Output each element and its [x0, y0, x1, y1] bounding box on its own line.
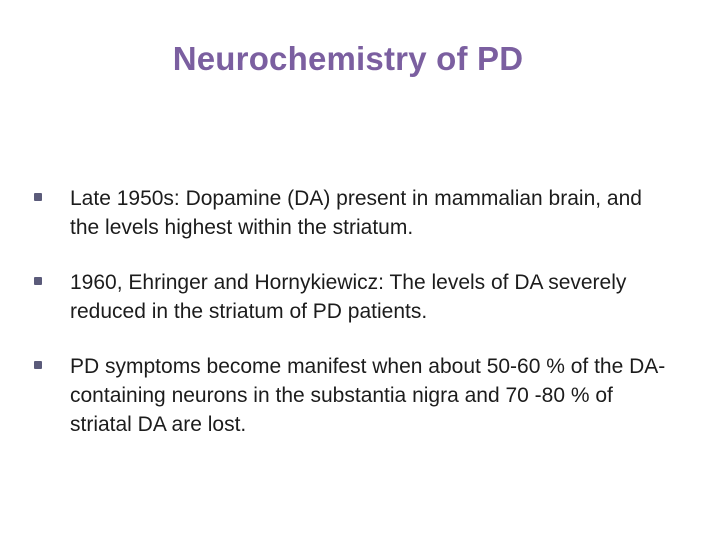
bullet-item: [34, 184, 674, 242]
slide-title: Neurochemistry of PD: [172, 40, 524, 77]
bullet-text: Late 1950s: Dopamine (DA) present in mammalian brain, and the levels highest within the striatum.: [70, 187, 642, 239]
square-bullet-icon: [34, 277, 42, 285]
bullet-item: [34, 352, 674, 439]
square-bullet-icon: [34, 193, 42, 201]
bullet-text: 1960, Ehringer and Hornykiewicz: The levels of DA severely reduced in the striatum of PD patients.: [70, 271, 627, 323]
square-bullet-icon: [34, 361, 42, 369]
bullet-list: [34, 184, 674, 465]
bullet-text: PD symptoms become manifest when about 50-60 % of the DA-containing neurons in the substantia nigra and 70 -80 % of striatal DA are lost.: [70, 355, 666, 436]
bullet-item: [34, 268, 674, 326]
